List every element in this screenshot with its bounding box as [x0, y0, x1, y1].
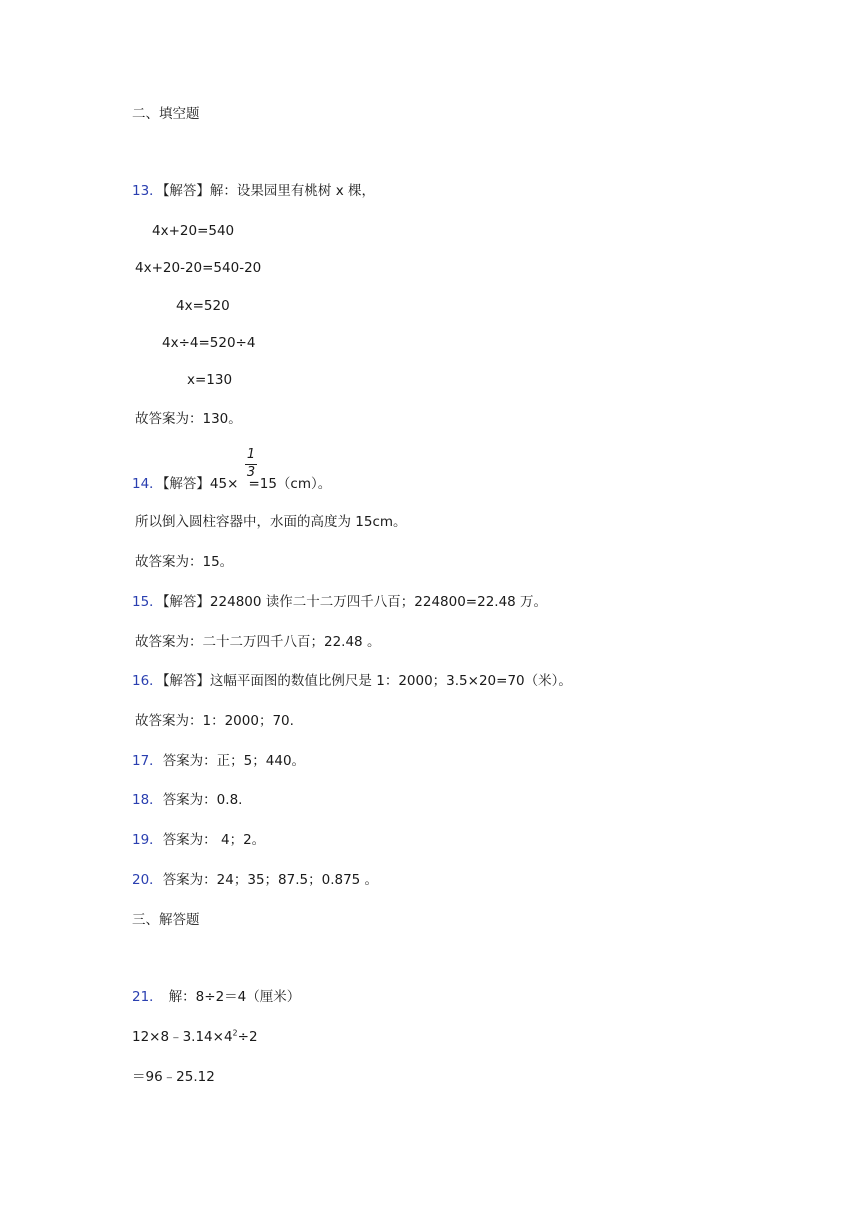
question-17 — [132, 752, 305, 770]
answer-line: 故答案为：二十二万四千八百；22.48 。 — [135, 634, 381, 650]
question-text: 【解答】224800 读作二十二万四千八百；224800=22.48 万。 — [162, 594, 548, 610]
question-text: 答案为：正；5；440。 — [162, 753, 306, 769]
calculation-line: ＝96﹣25.12 — [132, 1069, 215, 1085]
question-number: 13． — [132, 183, 163, 199]
equation-step: 4x÷4=520÷4 — [162, 335, 256, 351]
question-number: 16． — [132, 673, 163, 689]
fraction-denominator: 3 — [246, 465, 256, 480]
calculation-line — [132, 1028, 258, 1046]
question-text: 解：8÷2＝4（厘米） — [168, 989, 301, 1005]
calc-part: 12×8﹣3.14×4 — [132, 1029, 233, 1045]
calc-part: ÷2 — [237, 1029, 258, 1045]
question-number: 19． — [132, 832, 163, 848]
question-number: 21． — [132, 989, 163, 1005]
answer-line: 故答案为：130。 — [135, 411, 242, 427]
question-14 — [132, 475, 331, 493]
explanation-line: 所以倒入圆柱容器中，水面的高度为 15cm。 — [135, 514, 407, 530]
fraction-numerator: 1 — [246, 447, 256, 462]
question-text: 【解答】解：设果园里有桃树 x 棵， — [162, 183, 376, 199]
answer-line: 故答案为：1：2000；70. — [135, 713, 294, 729]
section-heading-fill-blank: 二、填空题 — [132, 106, 200, 122]
question-16 — [132, 672, 572, 690]
question-number: 17． — [132, 753, 163, 769]
equation-step: 4x+20-20=540-20 — [135, 260, 262, 276]
question-number: 15． — [132, 594, 163, 610]
equation-step: 4x+20=540 — [152, 223, 235, 239]
question-text-suffix: =15（cm）。 — [248, 476, 332, 492]
question-number: 14． — [132, 476, 163, 492]
question-number: 20． — [132, 872, 163, 888]
question-text: 答案为：24；35；87.5；0.875 。 — [162, 872, 379, 888]
question-text: 【解答】45× — [162, 476, 239, 492]
exponent: 2 — [232, 1028, 238, 1038]
question-text: 【解答】这幅平面图的数值比例尺是 1：2000；3.5×20=70（米）。 — [162, 673, 572, 689]
question-text: 答案为：0.8. — [162, 792, 243, 808]
equation-step: 4x=520 — [176, 298, 230, 314]
question-15 — [132, 593, 547, 611]
question-21 — [132, 988, 300, 1006]
question-19 — [132, 831, 265, 849]
question-18 — [132, 791, 242, 809]
answer-line: 故答案为：15。 — [135, 554, 234, 570]
section-heading-solve: 三、解答题 — [132, 912, 200, 928]
equation-step: x=130 — [187, 372, 233, 388]
question-number: 18． — [132, 792, 163, 808]
question-text: 答案为： 4；2。 — [162, 832, 266, 848]
question-13 — [132, 182, 375, 200]
question-20 — [132, 871, 378, 889]
